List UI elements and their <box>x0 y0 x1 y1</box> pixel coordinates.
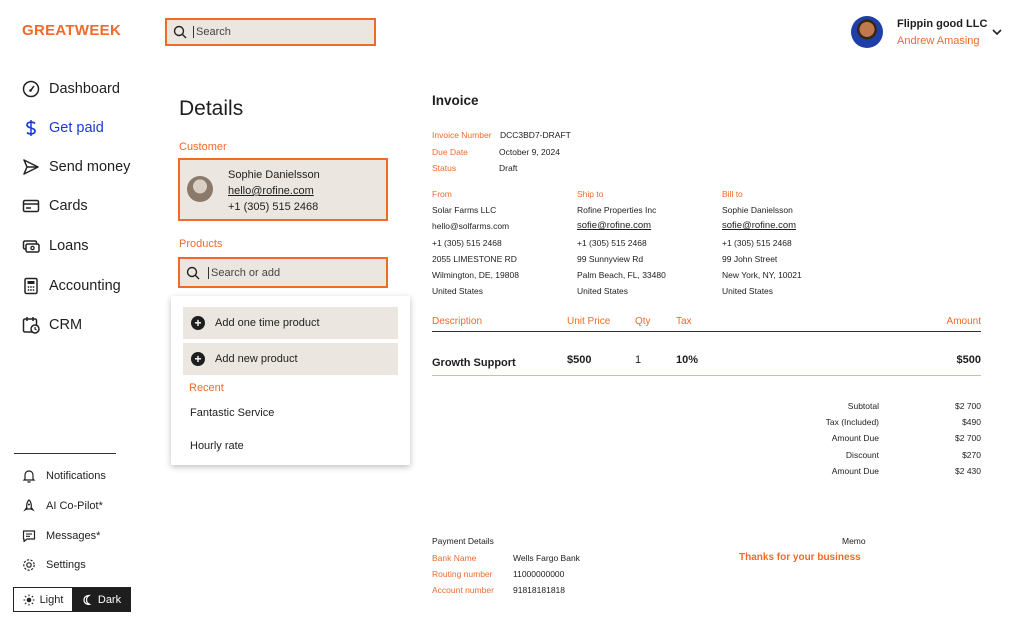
recent-item[interactable]: Fantastic Service <box>190 407 275 419</box>
invoice-number-label: Invoice Number <box>432 130 492 140</box>
sidebar-item-label: Settings <box>46 559 86 571</box>
customer-phone: +1 (305) 515 2468 <box>228 201 319 213</box>
routing-number-label: Routing number <box>432 569 493 579</box>
address-line: United States <box>577 286 629 297</box>
sidebar-item-label: Get paid <box>49 120 104 136</box>
column-description: Description <box>432 316 483 327</box>
account-number-value: 91818181818 <box>513 585 566 595</box>
address-line: +1 (305) 515 2468 <box>432 237 502 248</box>
sidebar-item-settings[interactable] <box>22 558 86 572</box>
company-name: Flippin good LLC <box>897 18 988 30</box>
line-description: Growth Support <box>432 357 516 369</box>
tax-label: Tax (Included) <box>825 417 879 427</box>
column-unit-price: Unit Price <box>567 316 611 327</box>
theme-light-label: Light <box>39 593 64 606</box>
address-line: Palm Beach, FL, 33480 <box>577 270 666 281</box>
line-amount: $500 <box>956 354 981 366</box>
details-title: Details <box>179 97 244 120</box>
status-label: Status <box>432 163 457 173</box>
sidebar-item-label: Loans <box>49 238 89 254</box>
address-line: 99 Sunnyview Rd <box>577 253 644 264</box>
sidebar-item-label: CRM <box>49 317 83 333</box>
sidebar-item-ai-copilot[interactable] <box>22 499 103 513</box>
address-line: 2055 LIMESTONE RD <box>432 253 517 264</box>
sidebar-item-crm[interactable] <box>22 316 82 334</box>
moon-icon <box>81 594 93 606</box>
final-amount-due-label: Amount Due <box>831 466 879 476</box>
address-email[interactable]: sofie@rofine.com <box>577 220 652 232</box>
tax-value: $490 <box>962 417 981 427</box>
address-line: New York, NY, 10021 <box>722 270 802 281</box>
send-icon <box>22 158 40 176</box>
invoice-title: Invoice <box>432 93 479 108</box>
sidebar-item-label: Dashboard <box>49 81 120 97</box>
address-email[interactable]: sofie@rofine.com <box>722 220 797 232</box>
status-value: Draft <box>499 163 518 173</box>
payment-details-heading: Payment Details <box>432 536 494 546</box>
sidebar-item-label: Accounting <box>49 278 121 294</box>
subtotal-value: $2 700 <box>955 401 981 411</box>
crm-icon <box>22 316 40 334</box>
calculator-icon <box>22 277 40 295</box>
sidebar-item-notifications[interactable] <box>22 469 106 483</box>
from-address <box>432 186 519 299</box>
memo-heading: Memo <box>842 536 866 546</box>
line-unit-price: $500 <box>567 354 592 366</box>
invoice-number-value: DCC3BD7-DRAFT <box>500 130 571 140</box>
search-input[interactable] <box>165 18 376 46</box>
address-line: Sophie Danielsson <box>722 205 793 216</box>
product-dropdown <box>171 296 410 465</box>
table-header-divider <box>432 331 981 332</box>
discount-label: Discount <box>845 450 879 460</box>
recent-item[interactable]: Hourly rate <box>190 440 244 452</box>
bank-name-label: Bank Name <box>432 553 477 563</box>
column-amount: Amount <box>946 316 981 327</box>
amount-due-label: Amount Due <box>831 433 879 443</box>
sidebar-item-dashboard[interactable] <box>22 80 120 98</box>
sun-icon <box>23 594 35 606</box>
address-line: Solar Farms LLC <box>432 205 497 216</box>
plus-icon: + <box>191 352 205 366</box>
loan-icon <box>22 237 40 255</box>
search-placeholder: Search <box>193 26 231 38</box>
search-icon <box>173 25 187 39</box>
sidebar-item-label: Send money <box>49 159 131 175</box>
sidebar-item-get-paid[interactable] <box>22 119 104 137</box>
chevron-down-icon[interactable] <box>991 27 1003 37</box>
bill-to-heading: Bill to <box>722 189 743 199</box>
routing-number-value: 11000000000 <box>513 569 565 579</box>
gauge-icon <box>22 80 40 98</box>
account-number-label: Account number <box>432 585 494 595</box>
product-search-input[interactable] <box>178 257 388 288</box>
ship-to-address <box>577 186 666 299</box>
address-line: Wilmington, DE, 19808 <box>432 270 519 281</box>
add-one-time-product-button[interactable] <box>183 307 398 339</box>
app-logo[interactable]: GREATWEEK <box>22 22 122 39</box>
line-tax: 10% <box>676 354 699 366</box>
user-name: Andrew Amasing <box>897 35 980 47</box>
bank-name-value: Wells Fargo Bank <box>513 553 580 563</box>
column-qty: Qty <box>635 316 651 327</box>
discount-value: $270 <box>962 450 981 460</box>
sidebar-item-label: Cards <box>49 198 88 214</box>
customer-email[interactable]: hello@rofine.com <box>228 185 314 197</box>
ship-to-heading: Ship to <box>577 189 604 199</box>
customer-avatar <box>187 176 213 202</box>
sidebar-item-label: Notifications <box>46 470 106 482</box>
due-date-value: October 9, 2024 <box>499 147 560 157</box>
gear-icon <box>22 558 36 572</box>
address-line: 99 John Street <box>722 253 778 264</box>
sidebar-item-messages[interactable] <box>22 529 100 543</box>
line-qty: 1 <box>635 354 642 366</box>
product-search-placeholder: Search or add <box>208 267 280 279</box>
subtotal-label: Subtotal <box>847 401 879 411</box>
search-icon <box>186 266 200 280</box>
sidebar-item-loans[interactable] <box>22 237 89 255</box>
add-new-product-button[interactable] <box>183 343 398 375</box>
bell-icon <box>22 469 36 483</box>
rocket-icon <box>22 499 36 513</box>
due-date-label: Due Date <box>432 147 468 157</box>
sidebar-divider <box>14 453 116 454</box>
sidebar-item-cards[interactable] <box>22 197 88 215</box>
theme-light-button[interactable] <box>14 588 72 611</box>
dollar-icon <box>22 119 40 137</box>
address-line: United States <box>722 286 774 297</box>
sidebar-item-accounting[interactable] <box>22 277 121 295</box>
add-one-time-product-label: Add one time product <box>215 317 320 329</box>
products-label: Products <box>179 238 223 250</box>
sidebar-item-label: AI Co-Pilot* <box>46 500 103 512</box>
recent-label: Recent <box>189 382 224 394</box>
address-line: Rofine Properties Inc <box>577 205 657 216</box>
column-tax: Tax <box>676 316 692 327</box>
plus-icon: + <box>191 316 205 330</box>
theme-dark-label: Dark <box>97 593 122 606</box>
theme-dark-button[interactable] <box>72 588 130 611</box>
final-amount-due-value: $2 430 <box>955 466 981 476</box>
memo-text: Thanks for your business <box>739 552 861 563</box>
address-line: United States <box>432 286 484 297</box>
sidebar-item-label: Messages* <box>46 530 101 542</box>
address-line: +1 (305) 515 2468 <box>722 237 792 248</box>
line-divider <box>432 375 981 376</box>
card-icon <box>22 197 40 215</box>
sidebar-item-send-money[interactable] <box>22 158 130 176</box>
message-icon <box>22 529 36 543</box>
theme-toggle[interactable] <box>13 587 131 612</box>
from-heading: From <box>432 189 452 199</box>
add-new-product-label: Add new product <box>215 353 298 365</box>
bill-to-address <box>722 186 802 299</box>
customer-label: Customer <box>179 141 227 153</box>
amount-due-value: $2 700 <box>955 433 981 443</box>
customer-name: Sophie Danielsson <box>228 169 320 181</box>
user-avatar[interactable] <box>851 16 883 48</box>
address-line: +1 (305) 515 2468 <box>577 237 647 248</box>
address-line: hello@solfarms.com <box>432 221 510 232</box>
customer-card[interactable] <box>178 158 388 221</box>
